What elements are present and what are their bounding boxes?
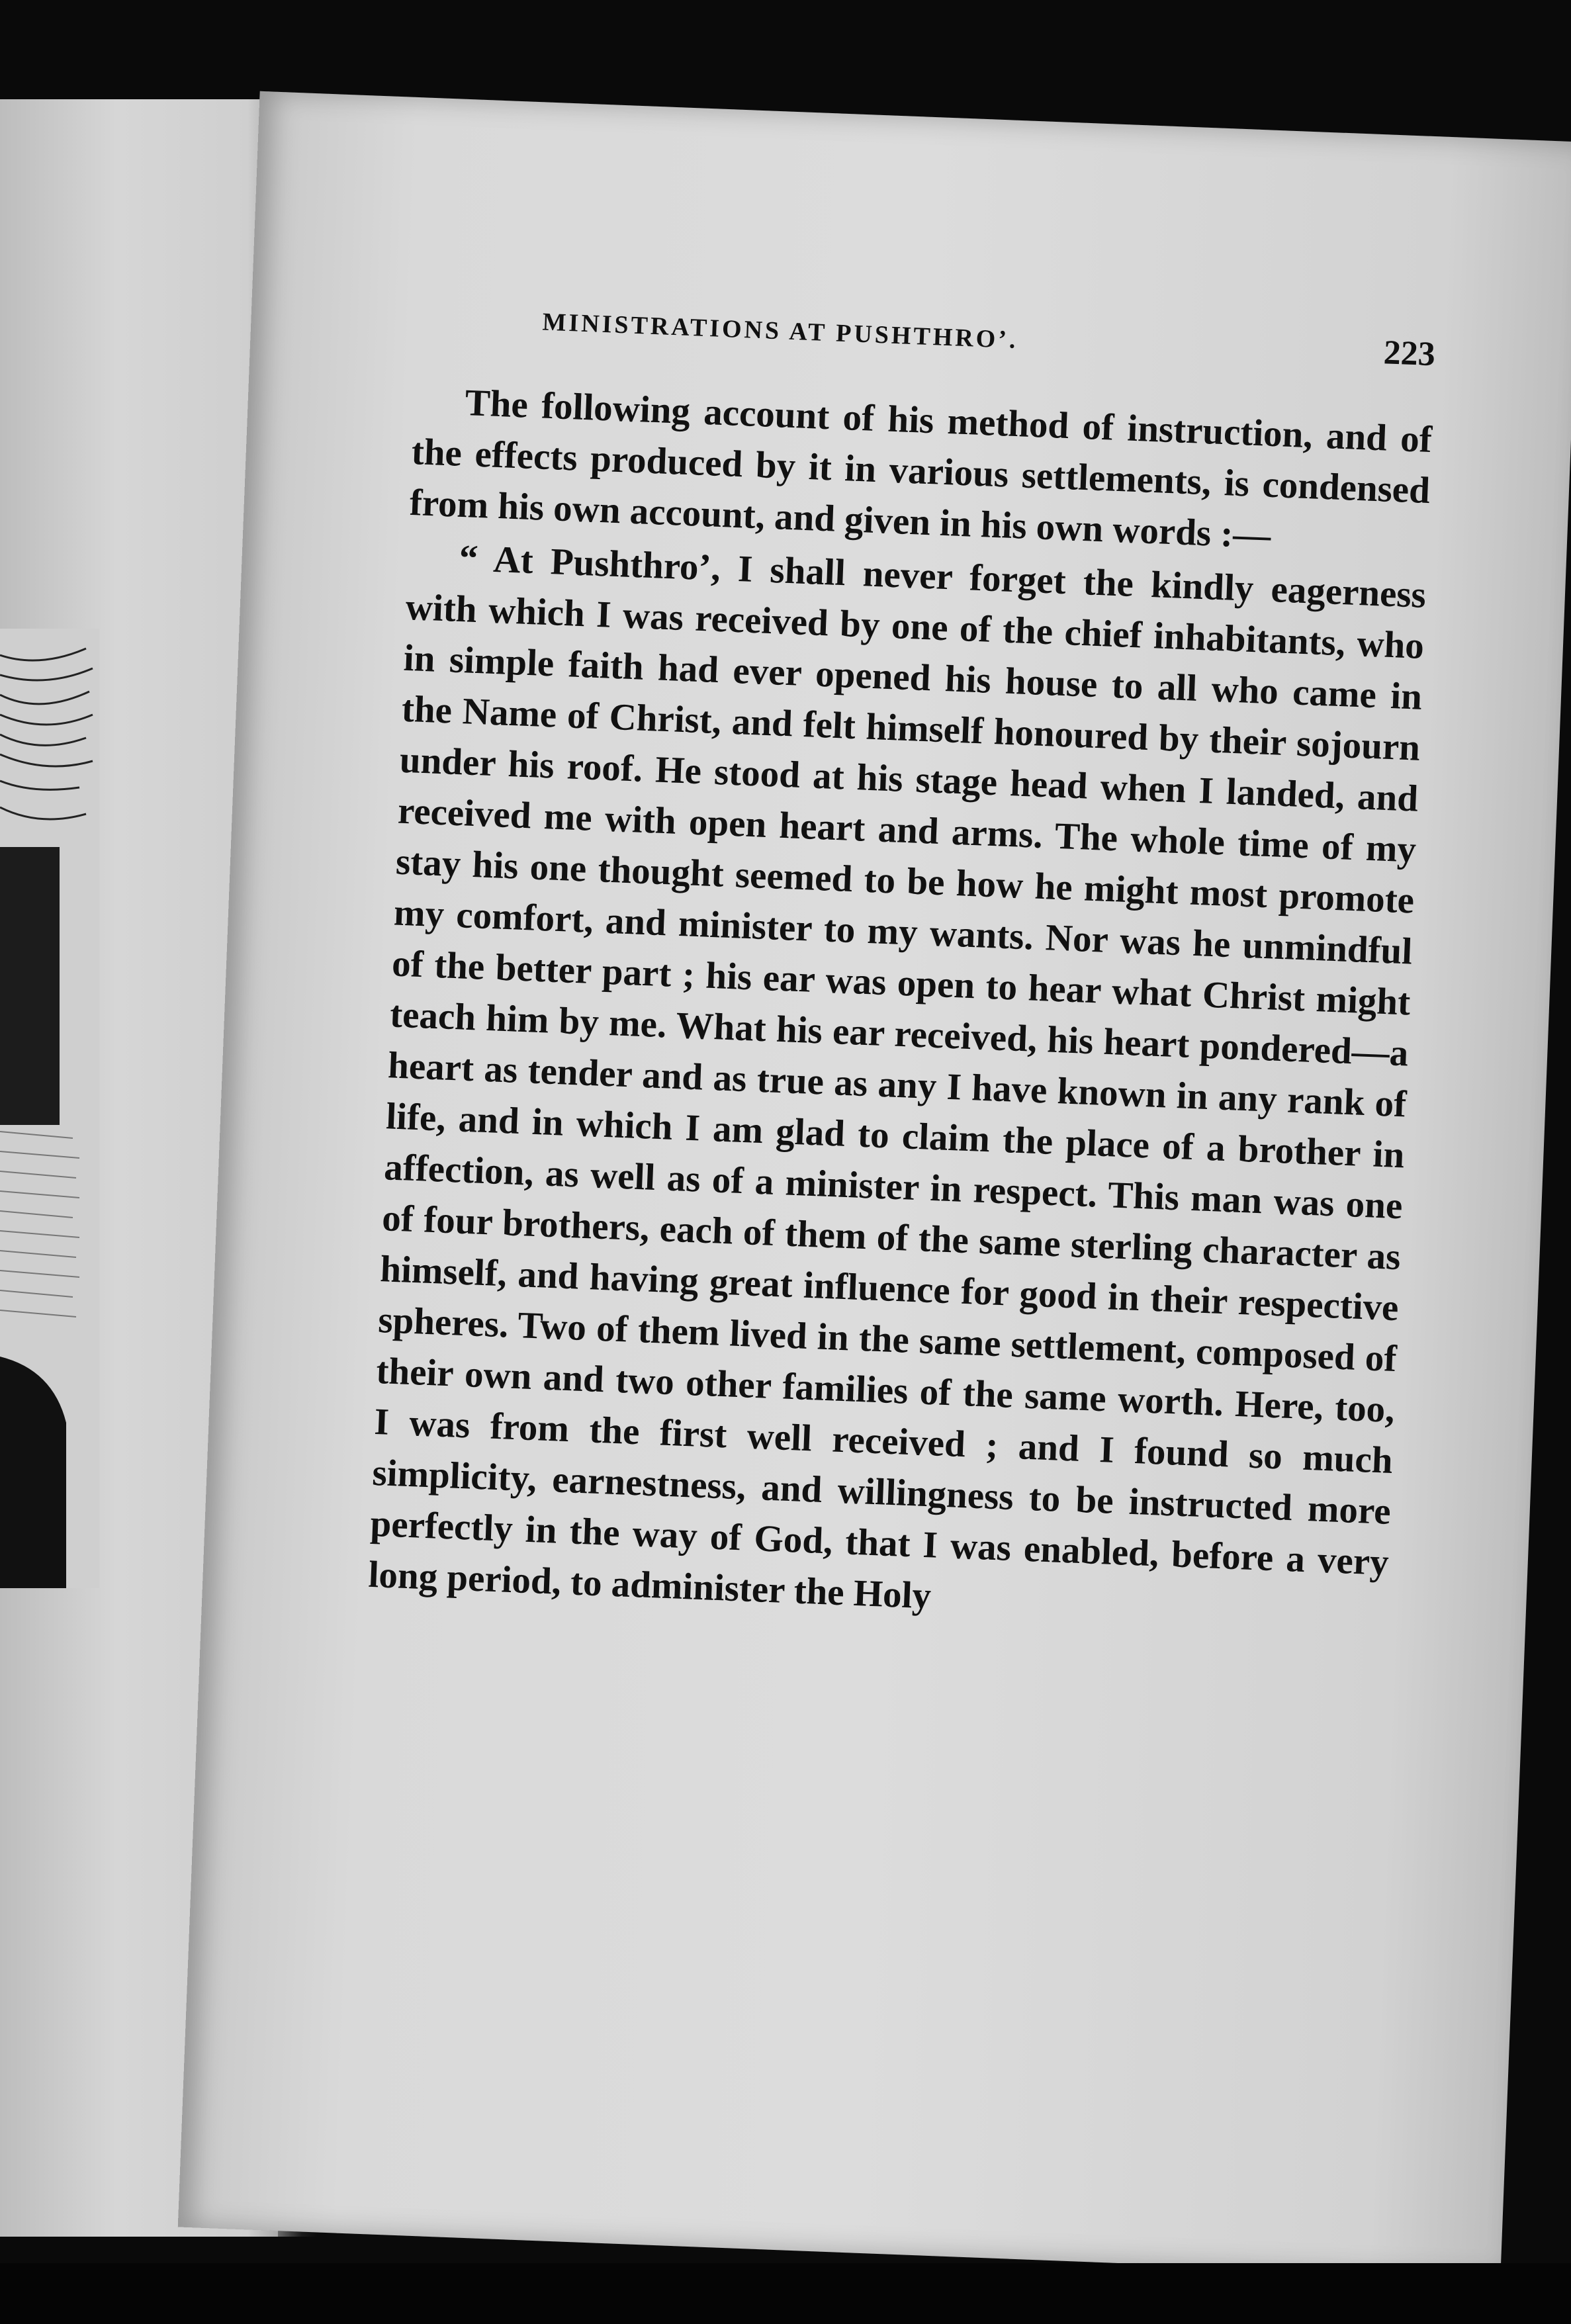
page-content — [367, 296, 1436, 1639]
running-head-title: MINISTRATIONS AT PUSHTHRO’. — [541, 308, 1019, 355]
paragraph: The following account of his method of instruction, and of the effects produced by it in various settlements, is condensed from his own account, and given in his own words :— — [408, 382, 1433, 557]
book-page — [178, 91, 1571, 2278]
scan-bottom-edge — [0, 2263, 1571, 2324]
page-number: 223 — [1382, 334, 1436, 374]
engraving-fragment — [0, 629, 99, 1588]
body-text — [367, 375, 1433, 1639]
running-head — [416, 296, 1436, 388]
paragraph: “ At Pushthro’, I shall never forget the kindly eagerness with which I was received by one of the chief inhabitants, who in simple faith had ever opened his house to all who came in the Name of Christ, and felt himself honoured by their sojourn under his roof. He stood at his stage head when I landed, and received me with open heart and arms. The whole time of my stay his one thought seemed to be how he might most promote my comfort, and minister to my wants. Nor was he unmindful of the better part ; his ear was open to hear what Christ might teach him by me. What his ear received, his heart pondered—a heart as tender and as true as any I have known in any rank of life, and in which I am glad to claim the place of a brother in affection, as well as of a minister in respect. This man was one of four brothers, each of them of the same sterling character as himself, and having great influence for good in their respective spheres. Two of them lived in the same settlement, composed of their own and two other families of the same worth. Here, too, I was from the first well received ; and I found so much simplicity, earnestness, and willingness to be instructed more perfectly in the way of God, that I was enabled, before a very long period, to administer the Holy — [367, 537, 1427, 1617]
